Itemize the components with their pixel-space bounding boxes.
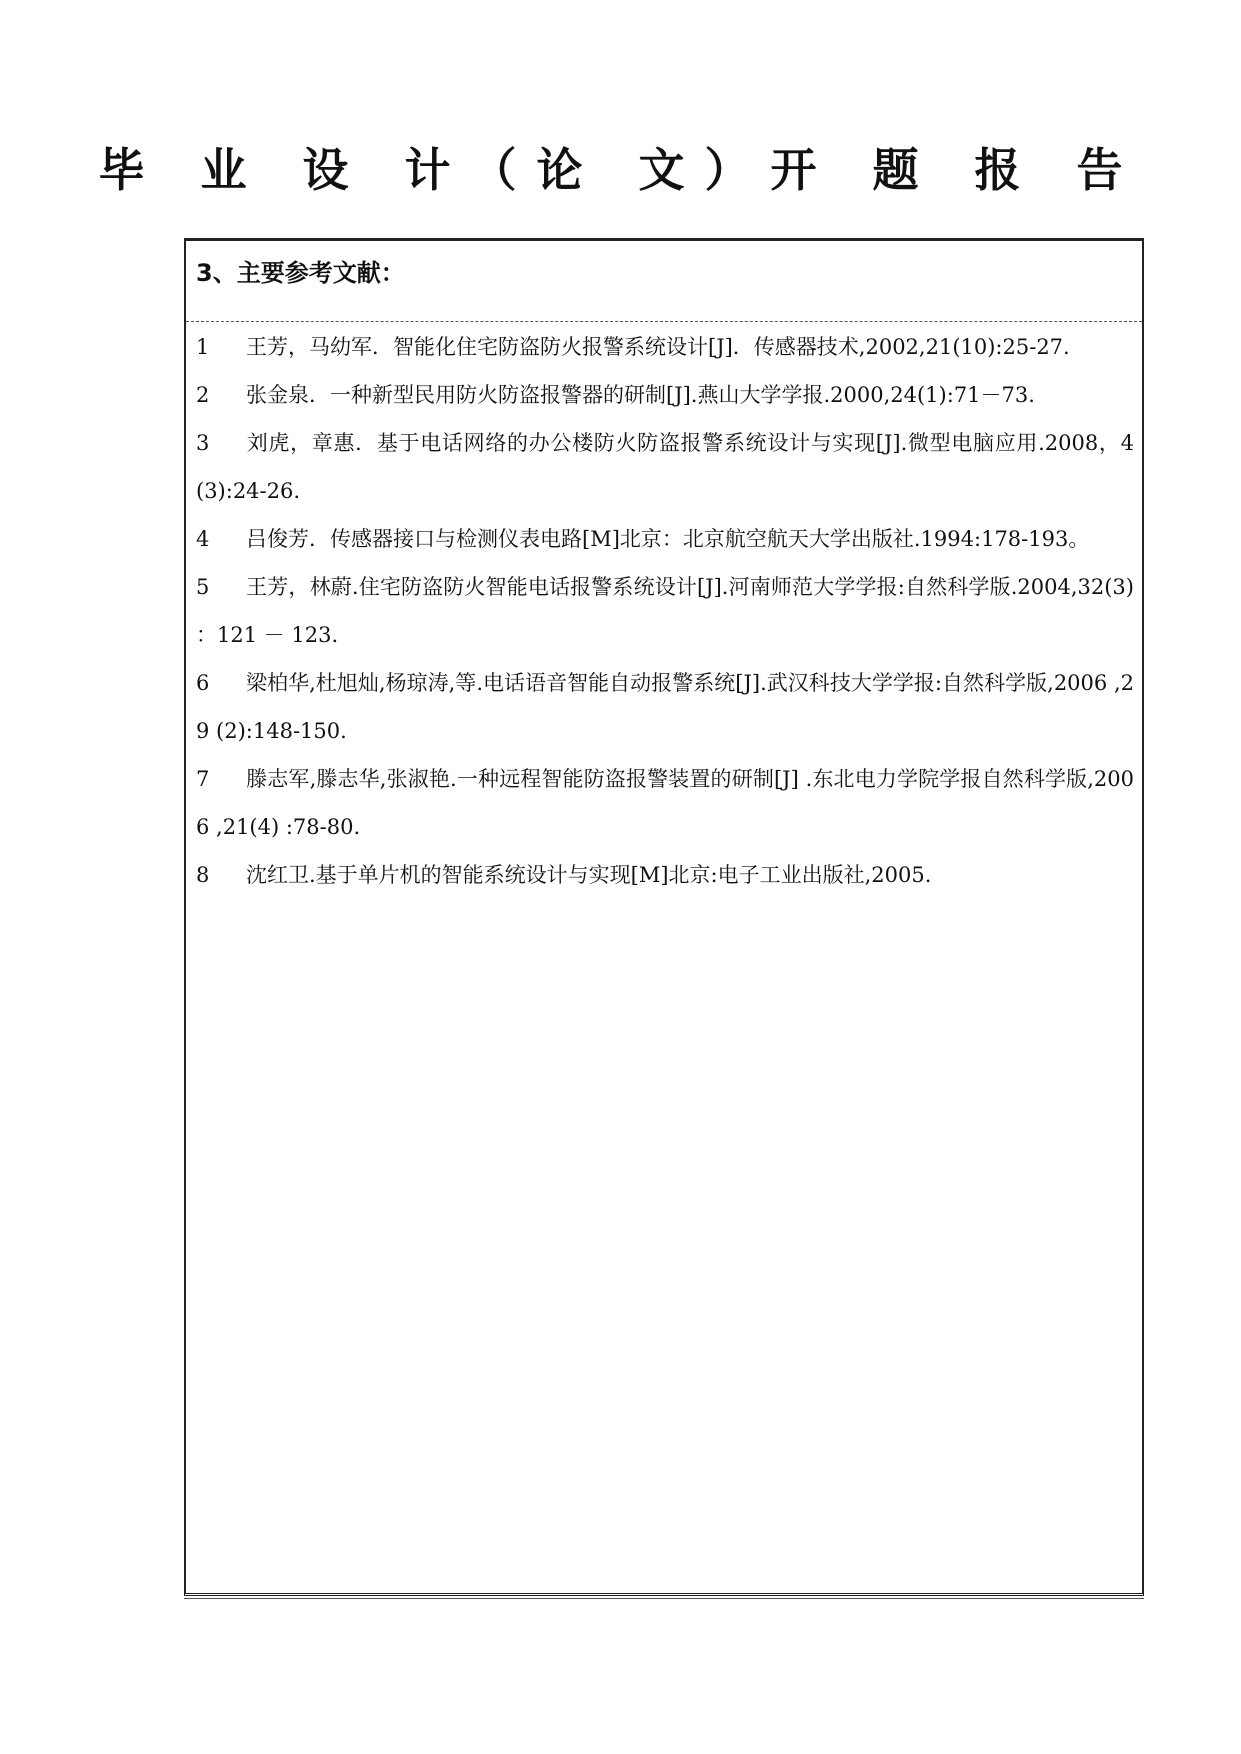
reference-text: 吕俊芳．传感器接口与检测仪表电路[M]北京：北京航空航天大学出版社.1994:178-193。 bbox=[246, 527, 1090, 551]
reference-number: 3 bbox=[196, 431, 210, 455]
reference-item bbox=[196, 371, 1134, 419]
reference-item bbox=[196, 419, 1134, 515]
reference-number: 6 bbox=[196, 671, 210, 695]
report-table-cell bbox=[184, 238, 1144, 1596]
reference-item bbox=[196, 515, 1134, 563]
reference-number: 1 bbox=[196, 335, 210, 359]
reference-text: 王芳，林蔚.住宅防盗防火智能电话报警系统设计[J].河南师范大学学报:自然科学版.2004,32(3) ：121 － 123. bbox=[196, 575, 1134, 647]
reference-text: 张金泉．一种新型民用防火防盗报警器的研制[J].燕山大学学报.2000,24(1):71－73. bbox=[246, 383, 1035, 407]
page-title: 毕 业 设 计（论 文）开 题 报 告 bbox=[98, 143, 1143, 197]
reference-number: 4 bbox=[196, 527, 210, 551]
reference-item bbox=[196, 659, 1134, 755]
table-bottom-rule bbox=[184, 1598, 1144, 1599]
reference-text: 梁柏华,杜旭灿,杨琼涛,等.电话语音智能自动报警系统[J].武汉科技大学学报:自然科学版,2006 ,29 (2):148-150. bbox=[196, 671, 1134, 743]
reference-number: 7 bbox=[196, 767, 210, 791]
reference-number: 8 bbox=[196, 863, 210, 887]
section-heading: 3、主要参考文献： bbox=[196, 259, 405, 287]
dashed-divider bbox=[186, 321, 1142, 322]
reference-item bbox=[196, 851, 1134, 899]
reference-text: 沈红卫.基于单片机的智能系统设计与实现[M]北京:电子工业出版社,2005. bbox=[246, 863, 932, 887]
reference-item bbox=[196, 323, 1134, 371]
reference-item bbox=[196, 563, 1134, 659]
reference-list bbox=[196, 323, 1134, 899]
reference-item bbox=[196, 755, 1134, 851]
reference-number: 2 bbox=[196, 383, 210, 407]
reference-text: 刘虎，章惠．基于电话网络的办公楼防火防盗报警系统设计与实现[J].微型电脑应用.2008，4(3):24-26. bbox=[196, 431, 1134, 503]
reference-text: 滕志军,滕志华,张淑艳.一种远程智能防盗报警装置的研制[J] .东北电力学院学报自然科学版,2006 ,21(4) :78-80. bbox=[196, 767, 1134, 839]
reference-number: 5 bbox=[196, 575, 210, 599]
reference-text: 王芳，马幼军．智能化住宅防盗防火报警系统设计[J]．传感器技术,2002,21(10):25-27. bbox=[246, 335, 1070, 359]
